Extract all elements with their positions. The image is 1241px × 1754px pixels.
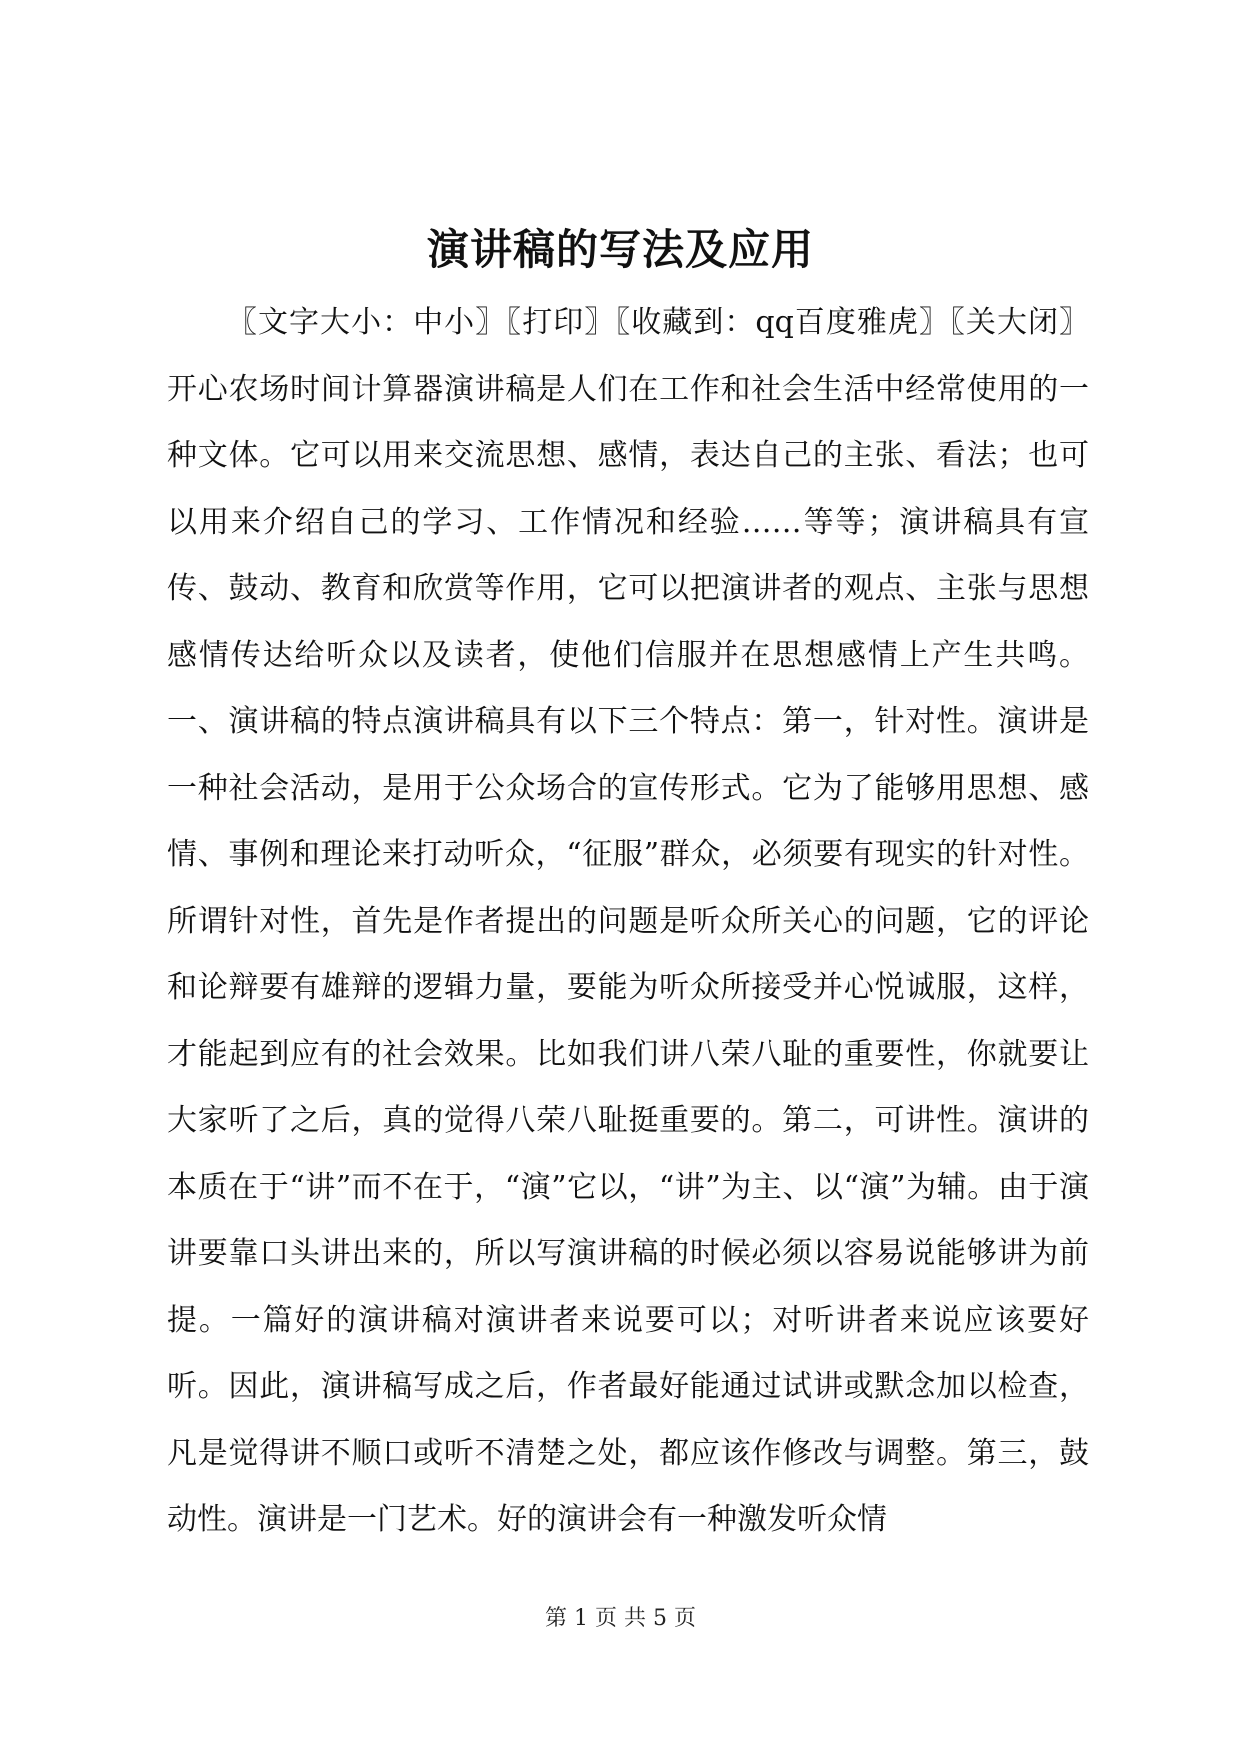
document-body: 〖文字大小：中小〗〖打印〗〖收藏到：qq百度雅虎〗〖关大闭〗开心农场时间计算器演讲稿是人们在工作和社会生活中经常使用的一种文体。它可以用来交流思想、感情，表达自己的主张、看法；也可以用来介绍自己的学习、工作情况和经验……等等；演讲稿具有宣传、鼓动、教育和欣赏等作用，它可以把演讲者的观点、主张与思想感情传达给听众以及读者，使他们信服并在思想感情上产生共鸣。一、演讲稿的特点演讲稿具有以下三个特点：第一，针对性。演讲是一种社会活动，是用于公众场合的宣传形式。它为了能够用思想、感情、事例和理论来打动听众，“征服”群众，必须要有现实的针对性。所谓针对性，首先是作者提出的问题是听众所关心的问题，它的评论和论辩要有雄辩的逻辑力量，要能为听众所接受并心悦诚服，这样，才能起到应有的社会效果。比如我们讲八荣八耻的重要性，你就要让大家听了之后，真的觉得八荣八耻挺重要的。第二，可讲性。演讲的本质在于“讲”而不在于，“演”它以，“讲”为主、以“演”为辅。由于演讲要靠口头讲出来的，所以写演讲稿的时候必须以容易说能够讲为前提。一篇好的演讲稿对演讲者来说要可以；对听讲者来说应该要好听。因此，演讲稿写成之后，作者最好能通过试讲或默念加以检查，凡是觉得讲不顺口或听不清楚之处，都应该作修改与调整。第三，鼓动性。演讲是一门艺术。好的演讲会有一种激发听众情 — [167, 305, 1089, 1537]
page-footer: 第 1 页 共 5 页 — [545, 1606, 696, 1631]
document-title: 演讲稿的写法及应用 — [426, 225, 814, 274]
